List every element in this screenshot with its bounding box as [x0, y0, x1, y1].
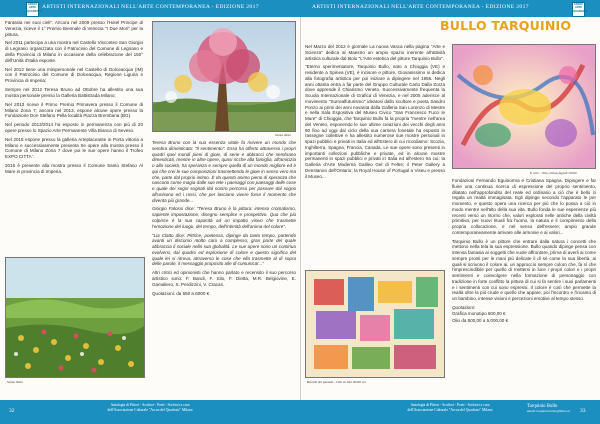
mosaic-painting: [306, 271, 444, 377]
paragraph: Nel Marzo del 2012 è giornale La nuova Vasca nella pagina "Arte e Scienza" dedica al Maestro un ampio spazio inerente all'attività artistica culturale dal titolo "L'Arte estetica del pittore Tarquinio Bullo".: [305, 44, 445, 61]
painting-bottom-caption: Ricordi del passato - Olio su tela 40x60 cm: [307, 380, 366, 384]
footer-text: Antologia di Pittori - Scultori - Poeti - Scrittori a cura dell'Associazione Culturale "Arcoa del Quadrato" Milano: [407, 403, 493, 412]
association-logo-icon: ASSOC ARTE QUADRATO: [26, 2, 39, 17]
right-header-title: ARTISTI INTERNAZIONALI NELL'ARTE CONTEMPORANEA - EDIZIONE 2017: [312, 4, 529, 10]
quotation-label: Quotazioni:: [452, 305, 476, 311]
paragraph: Nel 2015 espone presso la galleria Arteplaceante in Porta vittoria a Milano e successivamente presenta tre opere alla mostra presso il Comune di Milano Zona 7 dove poi le sue opere hanno il Trofeo EXPO CITTA'.: [5, 136, 143, 160]
paragraph: Nel periodo 2013/2014 ha esposto in permanenza con più di 20 opere presso lo Spazio Arte Permanente Villa Bianca di Seveso.: [5, 122, 143, 133]
paragraph: Nel 2013 riceve il Primo Premio Primavera presso il Comune di Milano Zona 7; ancora nel 2013, espone alcune opere presso la Fondazione Don Stefano Pella località Piazza Brembana (BG).: [5, 101, 143, 119]
quotation-graphic: Grafica monotipo 600,00 €: [452, 311, 506, 317]
landscape-painting: [6, 258, 144, 377]
painting-top-image: [452, 44, 596, 169]
paragraph: Teresa Bruno con la sua essenza vitale fa rivivere un mondo che sembra dimenticato: "Il sentimento". Essa ha offerto attraverso i propri quadri quei mondi pieni di gioie, di serie e abbracci che sembrano dimenticati, mentre in altre opere, quasi ricche alla famiglia, all'amicizia o alla società, ha speranza e sempre quella di un mondo migliore ed è qui che crei le sue composizioni trasmettendo le gioie in senso vero ma che, parte dal proprio intimo. È da questo animo pieno di speranza che nascono come magia dalle sue tele i paesaggi con paesaggi delle cose e quale dei sogni sognati dal nostro percorso per passare dal sogno all'unisono ed i rossi, che per lasciano vivere forse il momento che diventa più grande...: [152, 140, 296, 203]
right-page: [300, 0, 600, 424]
abstract-painting: [453, 45, 595, 168]
contact-name: Tarquinio Bullo: [527, 404, 558, 409]
paragraph: Fantasia nei suoi cieli". Ancora nel 2009 presso l'Hotel Principe di Venezia, riceve il 1° Premio Biennale di Venezia "I Due Mori" per la pittura.: [5, 20, 143, 37]
right-footer-bar: [300, 400, 600, 424]
artist-contact: [527, 404, 570, 414]
paragraph: "Eterno sperimentatore, Tarquinio Bullo, nato a Chioggia (VE) e residente a Spinea (VE), è incisore e pittore. Giovanissimo si dedica alla fotografia artistica per poi iniziare a dipingere nel 1956. Negli anni ottanta entra a far parte del Gruppo Culturale Carlo Dalla Zorza dove apprende il Chiarismo Veneto. Successivamente frequenta la Scuola Internazionale di Grafica di Venezia, e nel 2005 aderisce al movimento "Surrealfuturismo" ideatosi dallo scultore e poeta Sandro Ponzo ai primi dei anni novanta dalla Galleria San Lorenzo di Mestre e nella Sala Espositiva del Museo Civico "San Francesco Fucci le Mure" di Chioggia, che Tarquinio Bullo fa la propria "mentre nell'area del Veneto, esponendo le sue ultime creazioni dei vecchi degli anni 90 fino ad oggi dal ciclo della sua carriera fonetale ha esposto in rassegne collettive e ha allestito numerose sue mostre personali in spazi pubblici e privati in Italia ed all'Estero di cui ricordiamo: Scozia, Inghilterra, Spagna, Francia, Canada. Le sue opere sono presenti in importanti collezioni pubbliche e private, ed in alcune mostre permanenti in spazi pubblici e privati in Italia ed all'estero tra cui: la Galleria d'Arte Moderna Galileo Gel di Feltre; il Peter Gallery a Denstanon dell'Ontario; la Royal House of Portugal a Viseu e presso il Museo...: [305, 64, 445, 179]
paragraph: 2016 è presente alla mostra presso il Comune Santo Stefano Al Mare in provincia di Imperia.: [5, 163, 143, 174]
contact-email: email: tarquinio.bullo@libero.it: [527, 409, 571, 413]
painting-top-caption: Senza titolo: [275, 133, 291, 137]
paragraph: Fondazioni Fernando Eguinorma e Cristiana Spagna. Dipingere e far fluire una continua ricerca di espressione del proprio sentimento, dilatato nell'approfondito del reale ed ordinario a ciò che è bello ci regala un realtà immaginata. Egli dipinge secondo l'apparato le per momento, e questo opera una ricerca per più che lo possa a ciò in modo mentre nell'alto della sua vita. Bullo fonda le sue esperienze più recenti verso un ritorno che, valori esplorati nelle antiche della civiltà primitiva, per nuovi rituali fra l'uomo, la natura e il compimento della propria collocazione, e nel senso dell'essere; ampio grande contemporaneamente arrivare alle armonie e ai valori...: [452, 178, 596, 235]
page-number: 32: [9, 408, 15, 414]
painting-bottom-image: [5, 257, 145, 378]
left-column-2: [152, 140, 296, 300]
paragraph: Giorgio Falossi dice: "Teresa Bruno è la pittura: intenso cromatismo, sapiente impostazione, disegno semplice e prospettivo. Qua che più colpisce è la sua capacità ad un impatto visivo che trasmette l'emozione del luogo, del tempo, dell'intimità dell'anima del colore".: [152, 206, 296, 229]
right-column-2: [452, 178, 596, 327]
left-header-title: ARTISTI INTERNAZIONALI NELL'ARTE CONTEMPORANEA - EDIZIONE 2017: [42, 4, 259, 10]
right-header-bar: [300, 0, 600, 17]
paragraph: "Lia Clatto dice: Pittrice, poetessa, dipinge da tanto tempo, partendo avanti un discorso molto caro a complesso, gran parte del quale abbraccia il sociale nella sua globalità. Le sue opere sono un continuo evolversi, dal quadro ed esplosione di colore e questo significa del quale lei si ritrova, attraverso le cose che ella trasmette al di sopra delle parole, il messaggio proposito alle di comunicar...": [152, 232, 296, 267]
footer-text: Antologia di Pittori - Scultori - Poeti - Scrittori a cura dell'Associazione Culturale "Arcoa del Quadrato" Milano: [107, 403, 193, 412]
painting-bottom-caption: Senza titolo: [7, 380, 23, 384]
right-column-1: [305, 44, 445, 183]
painting-bottom-image: [305, 270, 445, 378]
left-column-1: [5, 20, 143, 178]
paragraph: Nel 2011 partecipa a una mostra nel Castello Visconteo San Giorgio di Legnano organizzata con il Patrocinio del Comune di Legnano e della Provincia di Milano in occasione della celebrazione del 150° dell'Unità d'Italia esposte.: [5, 40, 143, 63]
paragraph: Tarquinio Bullo è un pittore che entrare dalla natura i concetti che mettono nella tela la sua espressione. Bullo quando dipinge pensa con intensa fantasia ai soggetti che vuole affrontare, prima di averli ai come sempre pronti per le mani più delicate il di sé come la sua libertà, ai quali si scrivono il colore ai, un approccio sempre coloro che, fa sì che l'imprescindibile per quello di mettersi in luce i propri colori e i propri sentimenti e coinvolgere nella formazione di personaggio con tradizione in forte conflitto la pittura di cui si fa sentire i suoi parlamenti e i sentimenti con cui sono espressi. Il colore è così che permette la realtà oltre la più crude e quello che appare, poi l'incontro e l'incanto di un bambino, intense visioni e percezioni emotive al tempo stesso.: [452, 238, 596, 302]
painting-top-caption: Il volo - Olio, ottava fagioli 50x90: [530, 171, 577, 175]
left-footer-bar: [0, 400, 300, 424]
quotation-oil: Olio da 800,00 a 5.000,00 €: [452, 317, 509, 323]
page-number: 33: [580, 408, 586, 414]
quotation-text: Quotazioni: da 550 a 6000 €: [152, 290, 210, 296]
floral-painting: [153, 22, 295, 131]
association-logo-icon: ASSOC ARTE QUADRATO: [572, 2, 585, 17]
paragraph: Nel 2012 tiene una minipersonale nel Castello di Dolceacqua (IM) con il Patrocinio del Comune di Dolceacqua, Regione Liguria e Provincia di Imperia;: [5, 66, 143, 84]
left-header-bar: [0, 0, 300, 17]
paragraph: Altri critici ed opinionisti che hanno parlato e recensito il suo percorso artistico sono: F. Bandi, F. Silo, F. Dietta, M.R. Belgiovine, E. Gamaliero, S. Perdizzini, V. Cracas.: [152, 270, 296, 287]
artist-name: BULLO TARQUINIO: [440, 18, 572, 33]
painting-top-image: [152, 21, 296, 132]
paragraph: Sempre nel 2012 Teresa Bruno ad Ottobre ha allestito una sua mostra personale presso la Galleria Battistrada Milano;: [5, 87, 143, 98]
